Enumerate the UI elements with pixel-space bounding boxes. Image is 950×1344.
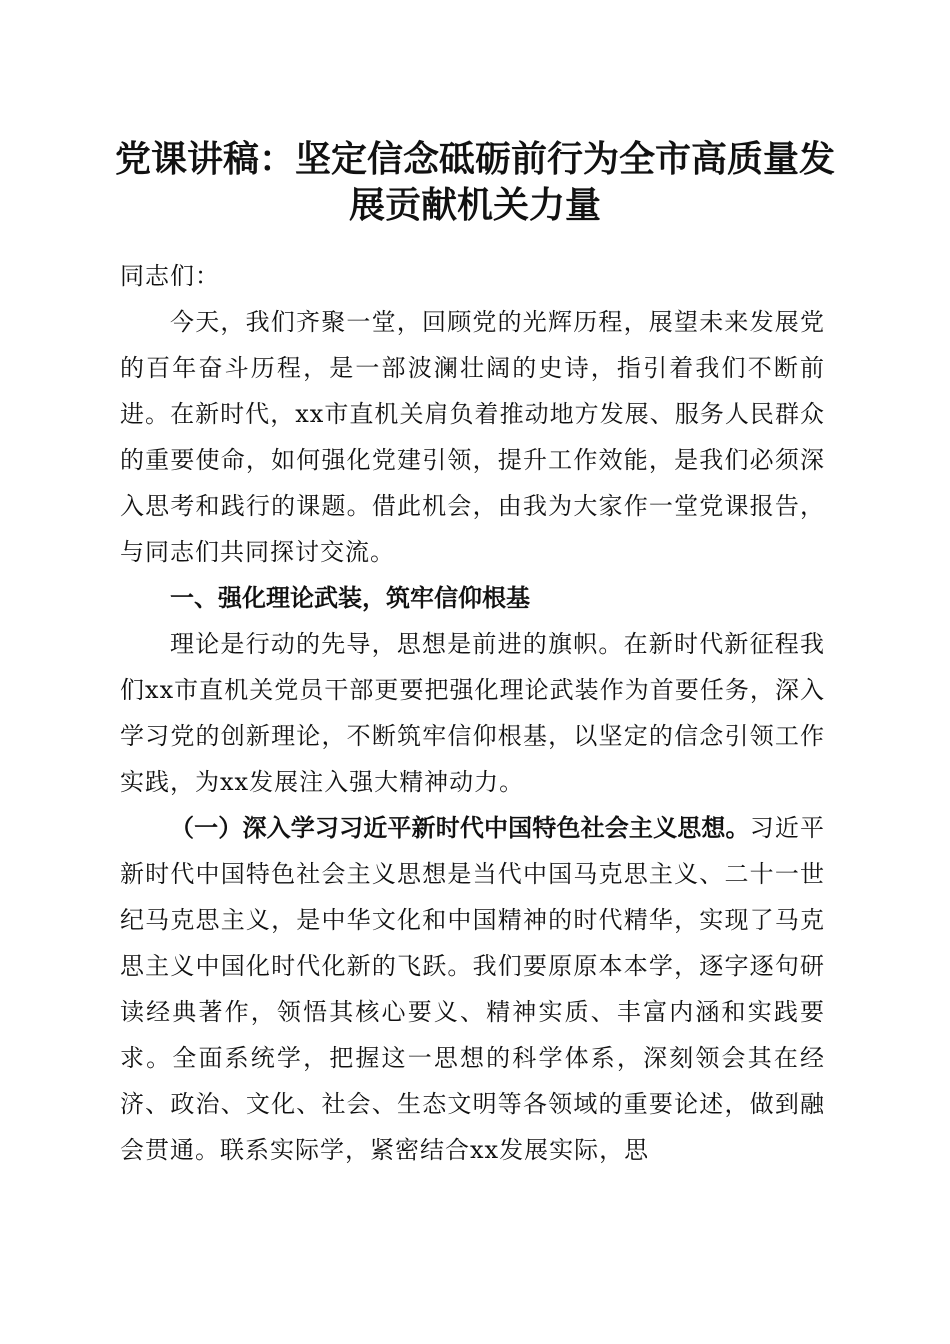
section-heading-1: 一、强化理论武装，筑牢信仰根基 <box>170 584 530 612</box>
subsection-1-text: 习近平新时代中国特色社会主义思想是当代中国马克思主义、二十一世纪马克思主义，是中华文化和中国精神的时代精华，实现了马克思主义中国化时代化新的飞跃。我们要原原本本学，逐字逐句研读经典著作，领悟其核心要义、精神实质、丰富内涵和实践要求。全面系统学，把握这一思想的科学体系，深刻领会其在经济、政治、文化、社会、生态文明等各领域的重要论述，做到融会贯通。联系实际学，紧密结合xx发展实际，思 <box>120 814 826 1164</box>
salutation: 同志们： <box>120 262 220 290</box>
intro-paragraph: 今天，我们齐聚一堂，回顾党的光辉历程，展望未来发展党的百年奋斗历程，是一部波澜壮阔的史诗，指引着我们不断前进。在新时代，xx市直机关肩负着推动地方发展、服务人民群众的重要使命，如何强化党建引领，提升工作效能，是我们必须深入思考和践行的课题。借此机会，由我为大家作一堂党课报告，与同志们共同探讨交流。 <box>120 308 825 566</box>
document-title: 党课讲稿：坚定信念砥砺前行为全市高质量发展贡献机关力量 <box>114 138 835 226</box>
subsection-1-heading: （一）深入学习习近平新时代中国特色社会主义思想。 <box>170 814 750 842</box>
subsection-1-paragraph <box>120 805 825 1173</box>
document-body <box>120 253 825 1173</box>
section-1-paragraph: 理论是行动的先导，思想是前进的旗帜。在新时代新征程我们xx市直机关党员干部更要把强化理论武装作为首要任务，深入学习党的创新理论，不断筑牢信仰根基，以坚定的信念引领工作实践，为xx发展注入强大精神动力。 <box>120 630 825 796</box>
